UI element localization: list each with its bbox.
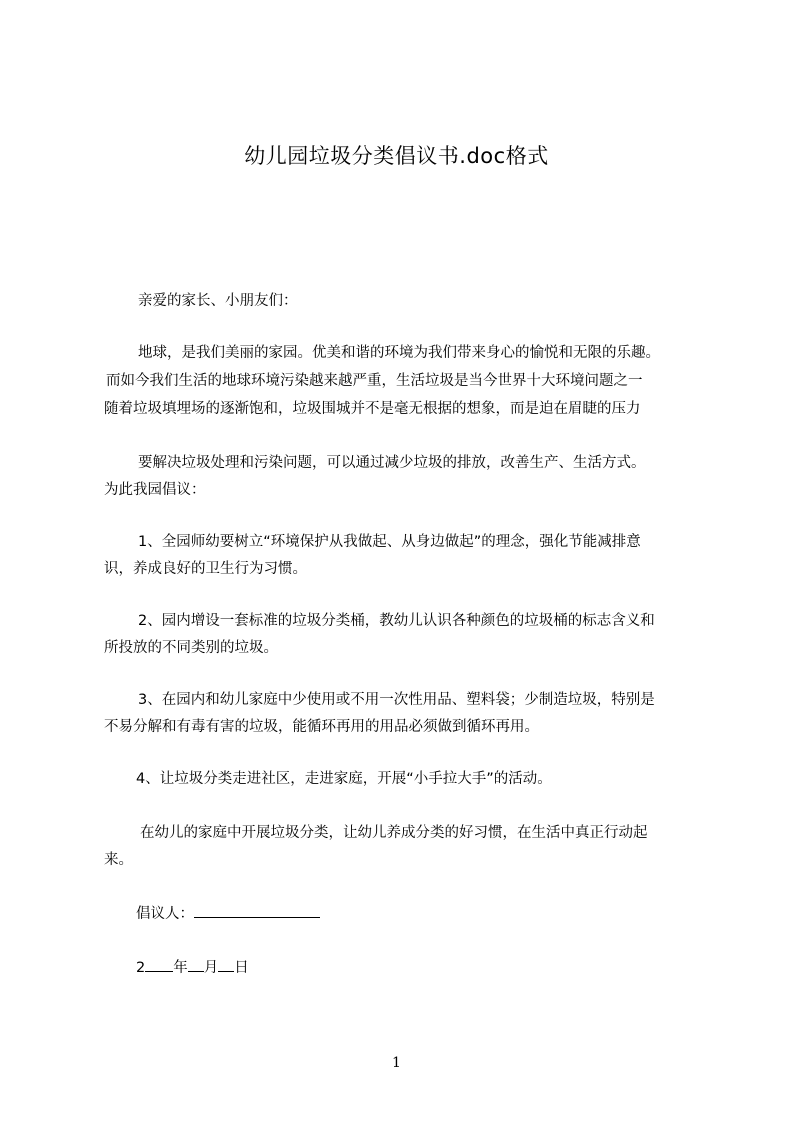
signature-line — [136, 902, 320, 926]
proposal-item-1-line-1: 1、全园师幼要树立“环境保护从我做起、从身边做起”的理念，强化节能减排意 — [138, 534, 641, 550]
page-number: 1 — [392, 1055, 401, 1071]
paragraph-3-line-1: 在幼儿的家庭中开展垃圾分类，让幼儿养成分类的好习惯，在生活中真正行动起 — [140, 825, 648, 841]
paragraph-1-line-3: 随着垃圾填埋场的逐渐饱和，垃圾围城并不是毫无根据的想象，而是迫在眉睫的压力 — [104, 401, 641, 417]
date-line — [136, 956, 249, 980]
proposal-item-3-line-2: 不易分解和有毒有害的垃圾，能循环再用的用品必须做到循环再用。 — [104, 719, 539, 735]
paragraph-2-line-1: 要解决垃圾处理和污染问题，可以通过减少垃圾的排放，改善生产、生活方式。 — [138, 455, 646, 471]
paragraph-2-line-2: 为此我园倡议： — [104, 482, 206, 498]
proposal-item-4: 4、让垃圾分类走进社区，走进家庭，开展“小手拉大手”的活动。 — [136, 771, 552, 787]
date-month-label: 月 — [203, 960, 219, 976]
date-prefix: 2 — [136, 960, 146, 976]
paragraph-1-line-2: 而如今我们生活的地球环境污染越来越严重，生活垃圾是当今世界十大环境问题之一 — [106, 373, 643, 389]
proposal-item-2-line-2: 所投放的不同类别的垃圾。 — [104, 640, 278, 656]
date-year-label: 年 — [173, 960, 188, 976]
proposal-item-1-line-2: 识，养成良好的卫生行为习惯。 — [104, 561, 307, 577]
month-blank — [188, 956, 204, 972]
document-title: 幼儿园垃圾分类倡议书.doc格式 — [244, 144, 549, 168]
signature-label: 倡议人： — [136, 906, 194, 922]
date-day-label: 日 — [234, 960, 249, 976]
year-blank — [145, 956, 173, 972]
day-blank — [218, 956, 234, 972]
proposal-item-3-line-1: 3、在园内和幼儿家庭中少使用或不用一次性用品、塑料袋；少制造垃圾，特别是 — [138, 692, 655, 708]
greeting: 亲爱的家长、小朋友们： — [138, 293, 298, 309]
paragraph-1-line-1: 地球，是我们美丽的家园。优美和谐的环境为我们带来身心的愉悦和无限的乐趣。 — [138, 345, 660, 361]
paragraph-3-line-2: 来。 — [104, 852, 133, 868]
signature-blank — [194, 902, 320, 918]
proposal-item-2-line-1: 2、园内增设一套标准的垃圾分类桶，教幼儿认识各种颜色的垃圾桶的标志含义和 — [138, 613, 655, 629]
